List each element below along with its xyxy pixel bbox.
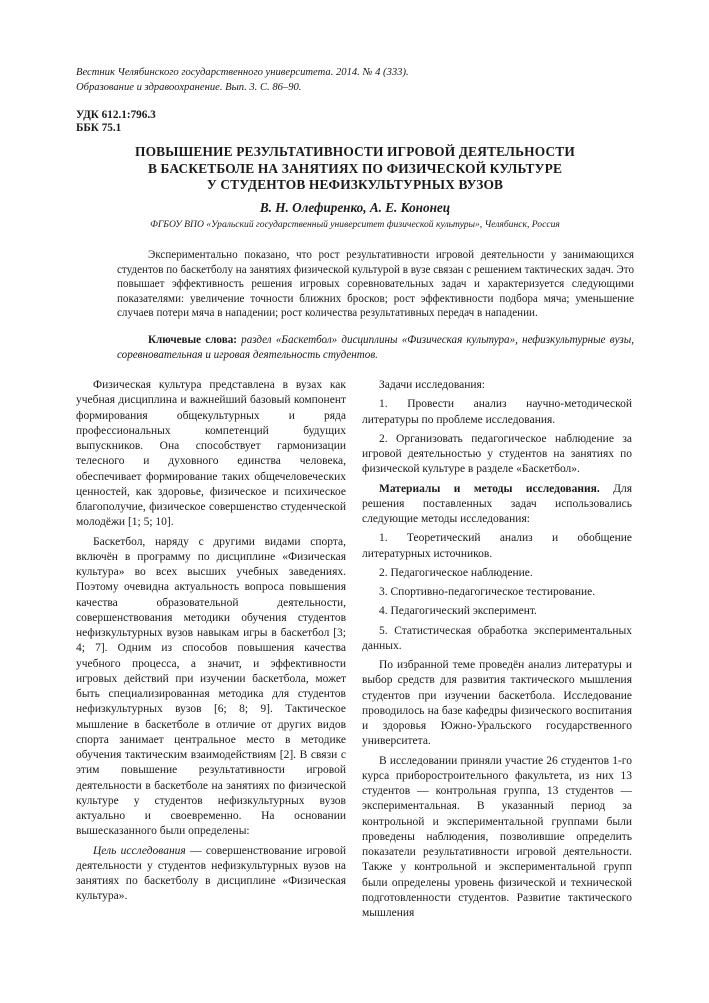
paragraph-intro: Физическая культура представлена в вузах как учебная дисциплина и важнейший базовый компонент формирования общекультурных и ряда профессиональных компетенций будущих выпускников. Она способствует гармонизации телесного и духовного единства человека, обеспечивает формирование таких общечеловеческих ценностей, как здоровье, физическое и психическое благополучие, физическое совершенство студенческой молодёжи [1; 5; 10]. <box>76 379 346 529</box>
paragraph-participants: В исследовании приняли участие 26 студентов 1-го курса приборостроительного факультета, из них 13 студентов — контрольная группа, 13 студентов — экспериментальная. В указанный период за контрольной и экспериментальной группами были проведены наблюдения, позволившие определить показатели результативности игровой деятельности. Также у контрольной и экспериментальной групп были определены уровень физической и технической подготовленности студентов. Развитие тактического мышления <box>362 754 632 919</box>
title-line-1: ПОВЫШЕНИЕ РЕЗУЛЬТАТИВНОСТИ ИГРОВОЙ ДЕЯТЕЛЬНОСТИ <box>135 144 575 159</box>
bbk-code: ББК 75.1 <box>76 122 122 134</box>
journal-line-1: Вестник Челябинского государственного университета. 2014. № 4 (333). <box>76 67 409 78</box>
keywords <box>117 333 634 362</box>
method-item: 4. Педагогический эксперимент. <box>379 605 537 618</box>
title-line-2: В БАСКЕТБОЛЕ НА ЗАНЯТИЯХ ПО ФИЗИЧЕСКОЙ КУЛЬТУРЕ <box>147 160 563 176</box>
methods-heading: Материалы и методы исследования. <box>379 482 600 495</box>
tasks-label: Задачи исследования: <box>379 379 486 391</box>
article-title <box>76 144 634 194</box>
body-column-right <box>362 378 632 925</box>
paragraph-goal <box>76 844 346 905</box>
abstract: Экспериментально показано, что рост результативности игровой деятельности у занимающихся студентов по баскетболу на занятиях физической культурой в вузе связан с решением тактических задач. Это повышает эффективность решения игровых соревновательных задач и характеризуется следующими показателями: увеличение точности ближних бросков; рост эффективности подбора мяча; уменьшение случаев потери мяча в нападении; рост количества результативных передач в нападении. <box>117 249 634 320</box>
paragraph-methods <box>362 482 632 528</box>
method-item: 2. Педагогическое наблюдение. <box>379 566 533 579</box>
paragraph-analysis: По избранной теме проведён анализ литературы и выбор средств для развития тактического мышления студентов при изучении баскетбола. Исследование проводилось на базе кафедры физического воспитания и здоровья Южно-Уральского государственного университета. <box>362 659 632 748</box>
classification-codes <box>76 109 156 135</box>
author-affiliation: ФГБОУ ВПО «Уральский государственный университет физической культуры», Челябинск, Россия <box>150 219 560 230</box>
udk-code: УДК 612.1:796.3 <box>76 109 156 121</box>
goal-text: — совершенствование игровой деятельности у студентов нефизкультурных вузов на занятиях по баскетболу в дисциплине «Физическая культура». <box>76 844 346 903</box>
keywords-label: Ключевые слова: <box>148 334 237 346</box>
journal-citation <box>76 66 636 95</box>
title-line-3: У СТУДЕНТОВ НЕФИЗКУЛЬТУРНЫХ ВУЗОВ <box>206 177 504 192</box>
body-column-left <box>76 378 346 909</box>
methods-text: Для решения поставленных задач использовались следующие методы исследования: <box>362 482 633 525</box>
paragraph-basketball: Баскетбол, наряду с другими видами спорта, включён в программу по дисциплине «Физическая культура» во всех высших учебных заведениях. Поэтому очевидна актуальность вопроса повышения качества образовательной деятельности, совершенствования методики обучения студентов нефизкультурных вузов навыкам игры в баскетбол [3; 4; 7]. Одним из способов повышения качества учебного процесса, а значит, и эффективности игровых действий при изучении баскетбола, может быть специализированная методика для студентов нефизкультурных вузов [6; 8; 9]. Тактическое мышление в баскетболе в отличие от других видов спорта занимает центральное место в методике обучения тактическим взаимодействиям [2]. В связи с этим повышение результативности игровой деятельности в баскетболе на занятиях по физической культуре у студентов нефизкультурных вузов актуально и своевременно. На основании вышесказанного были определены: <box>76 535 346 838</box>
method-item: 1. Теоретический анализ и обобщение литературных источников. <box>362 532 632 560</box>
keywords-text: раздел «Баскетбол» дисциплины «Физическая культура», нефизкультурные вузы, соревновательная и игровая деятельность студентов. <box>117 334 634 361</box>
journal-line-2: Образование и здравоохранение. Вып. 3. С. 86–90. <box>76 81 302 93</box>
method-item: 5. Статистическая обработка экспериментальных данных. <box>362 624 632 652</box>
article-authors: В. Н. Олефиренко, А. Е. Кононец <box>259 200 451 215</box>
task-item: 1. Провести анализ научно-методической литературы по проблеме исследования. <box>362 398 632 426</box>
goal-label: Цель исследования <box>93 844 186 857</box>
task-item: 2. Организовать педагогическое наблюдение за игровой деятельностью у студентов на занятиях по физической культуре в разделе «Баскетбол». <box>362 432 632 476</box>
method-item: 3. Спортивно-педагогическое тестирование. <box>379 586 596 598</box>
